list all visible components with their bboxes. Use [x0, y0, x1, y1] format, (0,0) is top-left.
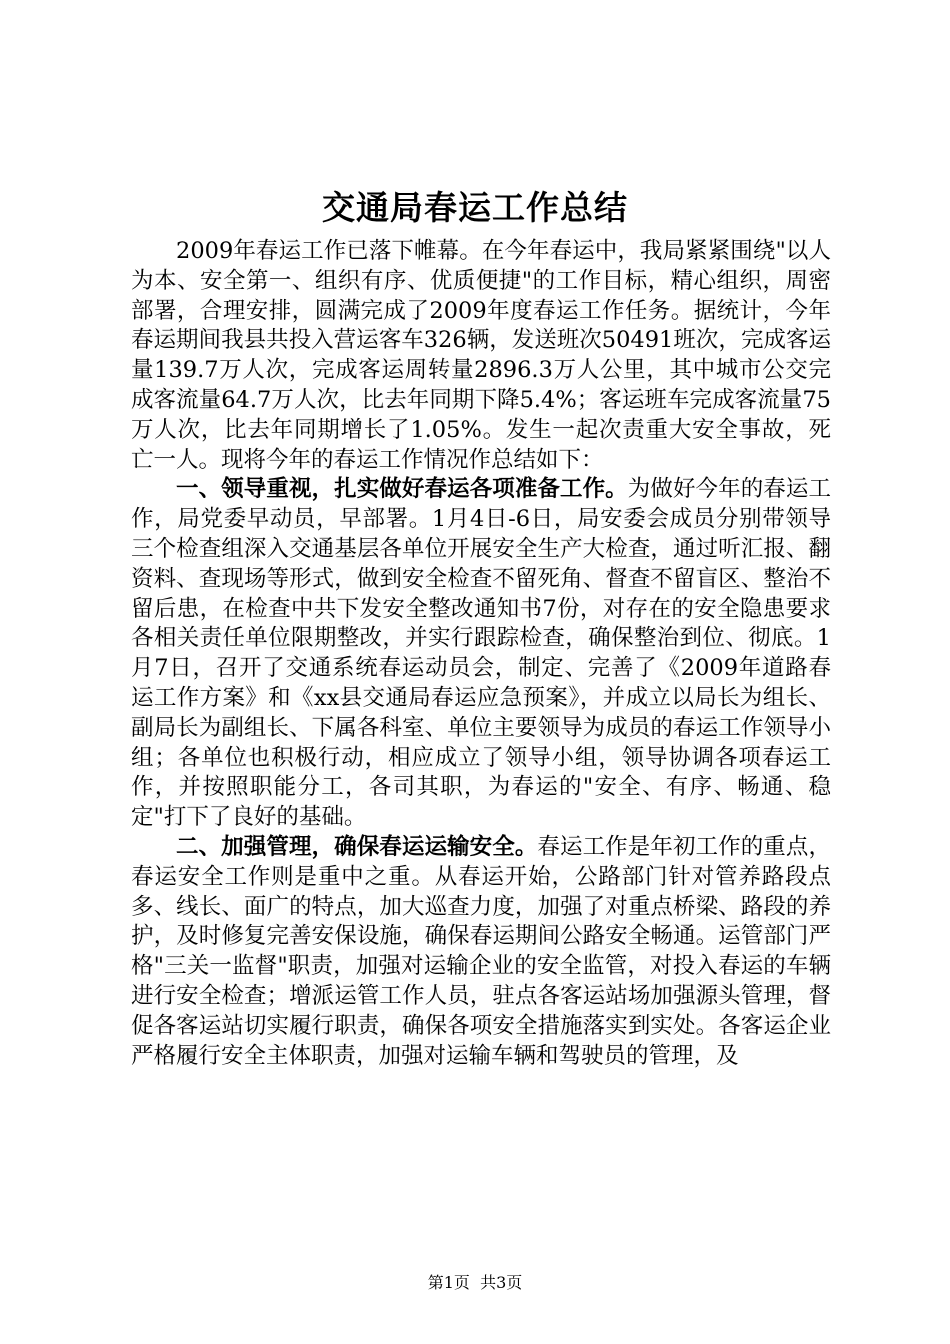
page-number-footer: 第1页 共3页: [427, 1273, 523, 1292]
paragraph-text: 春运工作是年初工作的重点，春运安全工作则是重中之重。从春运开始，公路部门针对管养路段点多、线长、面广的特点，加大巡查力度，加强了对重点桥梁、路段的养护，及时修复完善安保设施，确保春运期间公路安全畅通。运管部门严格"三关一监督"职责，加强对运输企业的安全监管，对投入春运的车辆进行安全检查；增派运管工作人员，驻点各客运站场加强源头管理，督促各客运站切实履行职责，确保各项安全措施落实到实处。各客运企业严格履行安全主体职责，加强对运输车辆和驾驶员的管理，及: [131, 833, 831, 1069]
paragraph-text: 2009年春运工作已落下帷幕。在今年春运中，我局紧紧围绕"以人为本、安全第一、组织有序、优质便捷"的工作目标，精心组织，周密部署，合理安排，圆满完成了2009年度春运工作任务。据统计，今年春运期间我县共投入营运客车326辆，发送班次50491班次，完成客运量139.7万人次，完成客运周转量2896.3万人公里，其中城市公交完成客流量64.7万人次，比去年同期下降5.4%；客运班车完成客流量75万人次，比去年同期增长了1.05%。发生一起次责重大安全事故，死亡一人。现将今年的春运工作情况作总结如下：: [131, 238, 831, 473]
document-title: 交通局春运工作总结: [322, 188, 628, 227]
paragraph-heading: 一、领导重视，扎实做好春运各项准备工作。: [176, 476, 628, 503]
paragraph-heading: 二、加强管理，确保春运运输安全。: [176, 833, 538, 860]
paragraph-section-1: [131, 475, 831, 833]
paragraph-intro: [131, 237, 831, 475]
document-body: [131, 237, 831, 1071]
paragraph-text: 为做好今年的春运工作，局党委早动员，早部署。1月4日-6日，局安委会成员分别带领导三个检查组深入交通基层各单位开展安全生产大检查，通过听汇报、翻资料、查现场等形式，做到安全检查不留死角、督查不留盲区、整治不留后患，在检查中共下发安全整改通知书7份，对存在的安全隐患要求各相关责任单位限期整改，并实行跟踪检查，确保整治到位、彻底。1月7日，召开了交通系统春运动员会，制定、完善了《2009年道路春运工作方案》和《xx县交通局春运应急预案》，并成立以局长为组长、副局长为副组长、下属各科室、单位主要领导为成员的春运工作领导小组；各单位也积极行动，相应成立了领导小组，领导协调各项春运工作，并按照职能分工，各司其职，为春运的"安全、有序、畅通、稳定"打下了良好的基础。: [131, 476, 831, 831]
paragraph-section-2: [131, 833, 831, 1071]
